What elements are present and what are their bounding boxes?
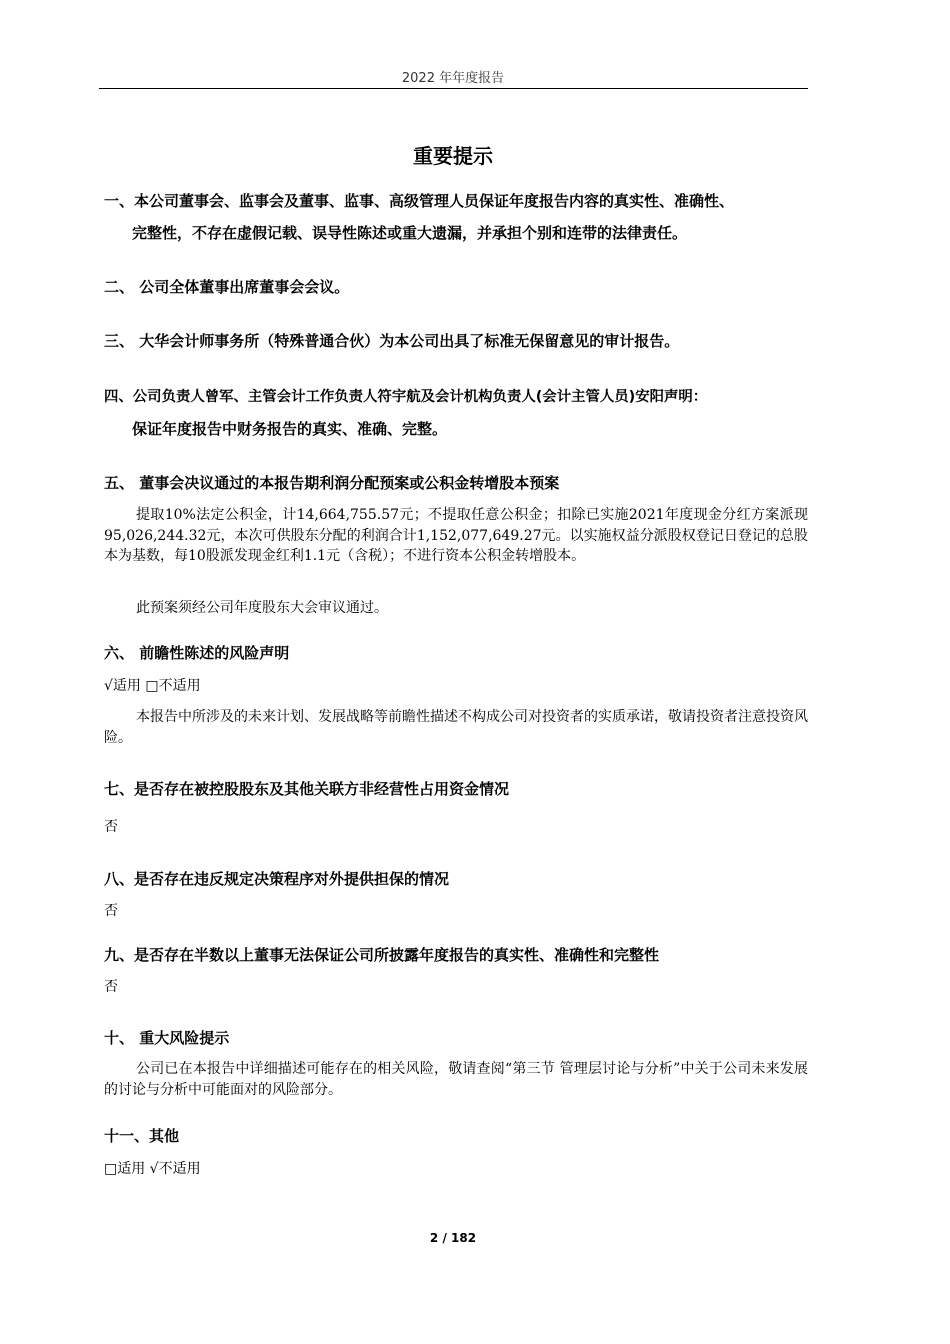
header-divider bbox=[99, 88, 808, 89]
section-1-line-1: 一、本公司董事会、监事会及董事、监事、高级管理人员保证年度报告内容的真实性、准确性、 bbox=[104, 192, 735, 210]
section-8-answer: 否 bbox=[104, 903, 118, 919]
section-11-applicability: □适用 √不适用 bbox=[104, 1161, 201, 1177]
section-2: 二、 公司全体董事出席董事会会议。 bbox=[104, 278, 350, 296]
section-6-paragraph: 本报告中所涉及的未来计划、发展战略等前瞻性描述不构成公司对投资者的实质承诺，敬请投资者注意投资风险。 bbox=[104, 709, 808, 746]
section-7-heading: 七、是否存在被控股股东及其他关联方非经营性占用资金情况 bbox=[104, 780, 510, 798]
section-9-answer: 否 bbox=[104, 979, 118, 995]
section-5-paragraph-1: 提取10%法定公积金，计14,664,755.57元；不提取任意公积金；扣除已实施2021年度现金分红方案派现95,026,244.32元，本次可供股东分配的利润合计1,152,077,649.27元。以实施权益分派股权登记日登记的总股本为基数，每10股派发现金红利1.1元（含税）；不进行资本公积金转增股本。 bbox=[104, 507, 808, 564]
page-title: 重要提示 bbox=[413, 144, 493, 168]
section-5-paragraph-2: 此预案须经公司年度股东大会审议通过。 bbox=[136, 600, 388, 616]
section-4-line-1: 四、公司负责人曾军、主管会计工作负责人符宇航及会计机构负责人(会计主管人员)安阳声明： bbox=[104, 389, 708, 405]
running-header: 2022 年年度报告 bbox=[401, 71, 505, 86]
section-4-line-2: 保证年度报告中财务报告的真实、准确、完整。 bbox=[132, 420, 448, 438]
section-5-heading: 五、 董事会决议通过的本报告期利润分配预案或公积金转增股本预案 bbox=[104, 474, 560, 492]
page-number: 2 / 182 bbox=[429, 1231, 477, 1245]
section-9-heading: 九、是否存在半数以上董事无法保证公司所披露年度报告的真实性、准确性和完整性 bbox=[104, 946, 660, 964]
section-10-paragraph: 公司已在本报告中详细描述可能存在的相关风险，敬请查阅“第三节 管理层讨论与分析”中关于公司未来发展的讨论与分析中可能面对的风险部分。 bbox=[104, 1061, 808, 1098]
section-7-answer: 否 bbox=[104, 819, 118, 835]
section-3: 三、 大华会计师事务所（特殊普通合伙）为本公司出具了标准无保留意见的审计报告。 bbox=[104, 332, 680, 350]
section-10-heading: 十、 重大风险提示 bbox=[104, 1029, 230, 1047]
section-1-line-2: 完整性，不存在虚假记载、误导性陈述或重大遗漏，并承担个别和连带的法律责任。 bbox=[132, 224, 688, 242]
section-11-heading: 十一、其他 bbox=[104, 1127, 180, 1145]
section-8-heading: 八、是否存在违反规定决策程序对外提供担保的情况 bbox=[104, 870, 450, 888]
section-6-heading: 六、 前瞻性陈述的风险声明 bbox=[104, 644, 290, 662]
section-6-applicability: √适用 □不适用 bbox=[104, 678, 201, 694]
